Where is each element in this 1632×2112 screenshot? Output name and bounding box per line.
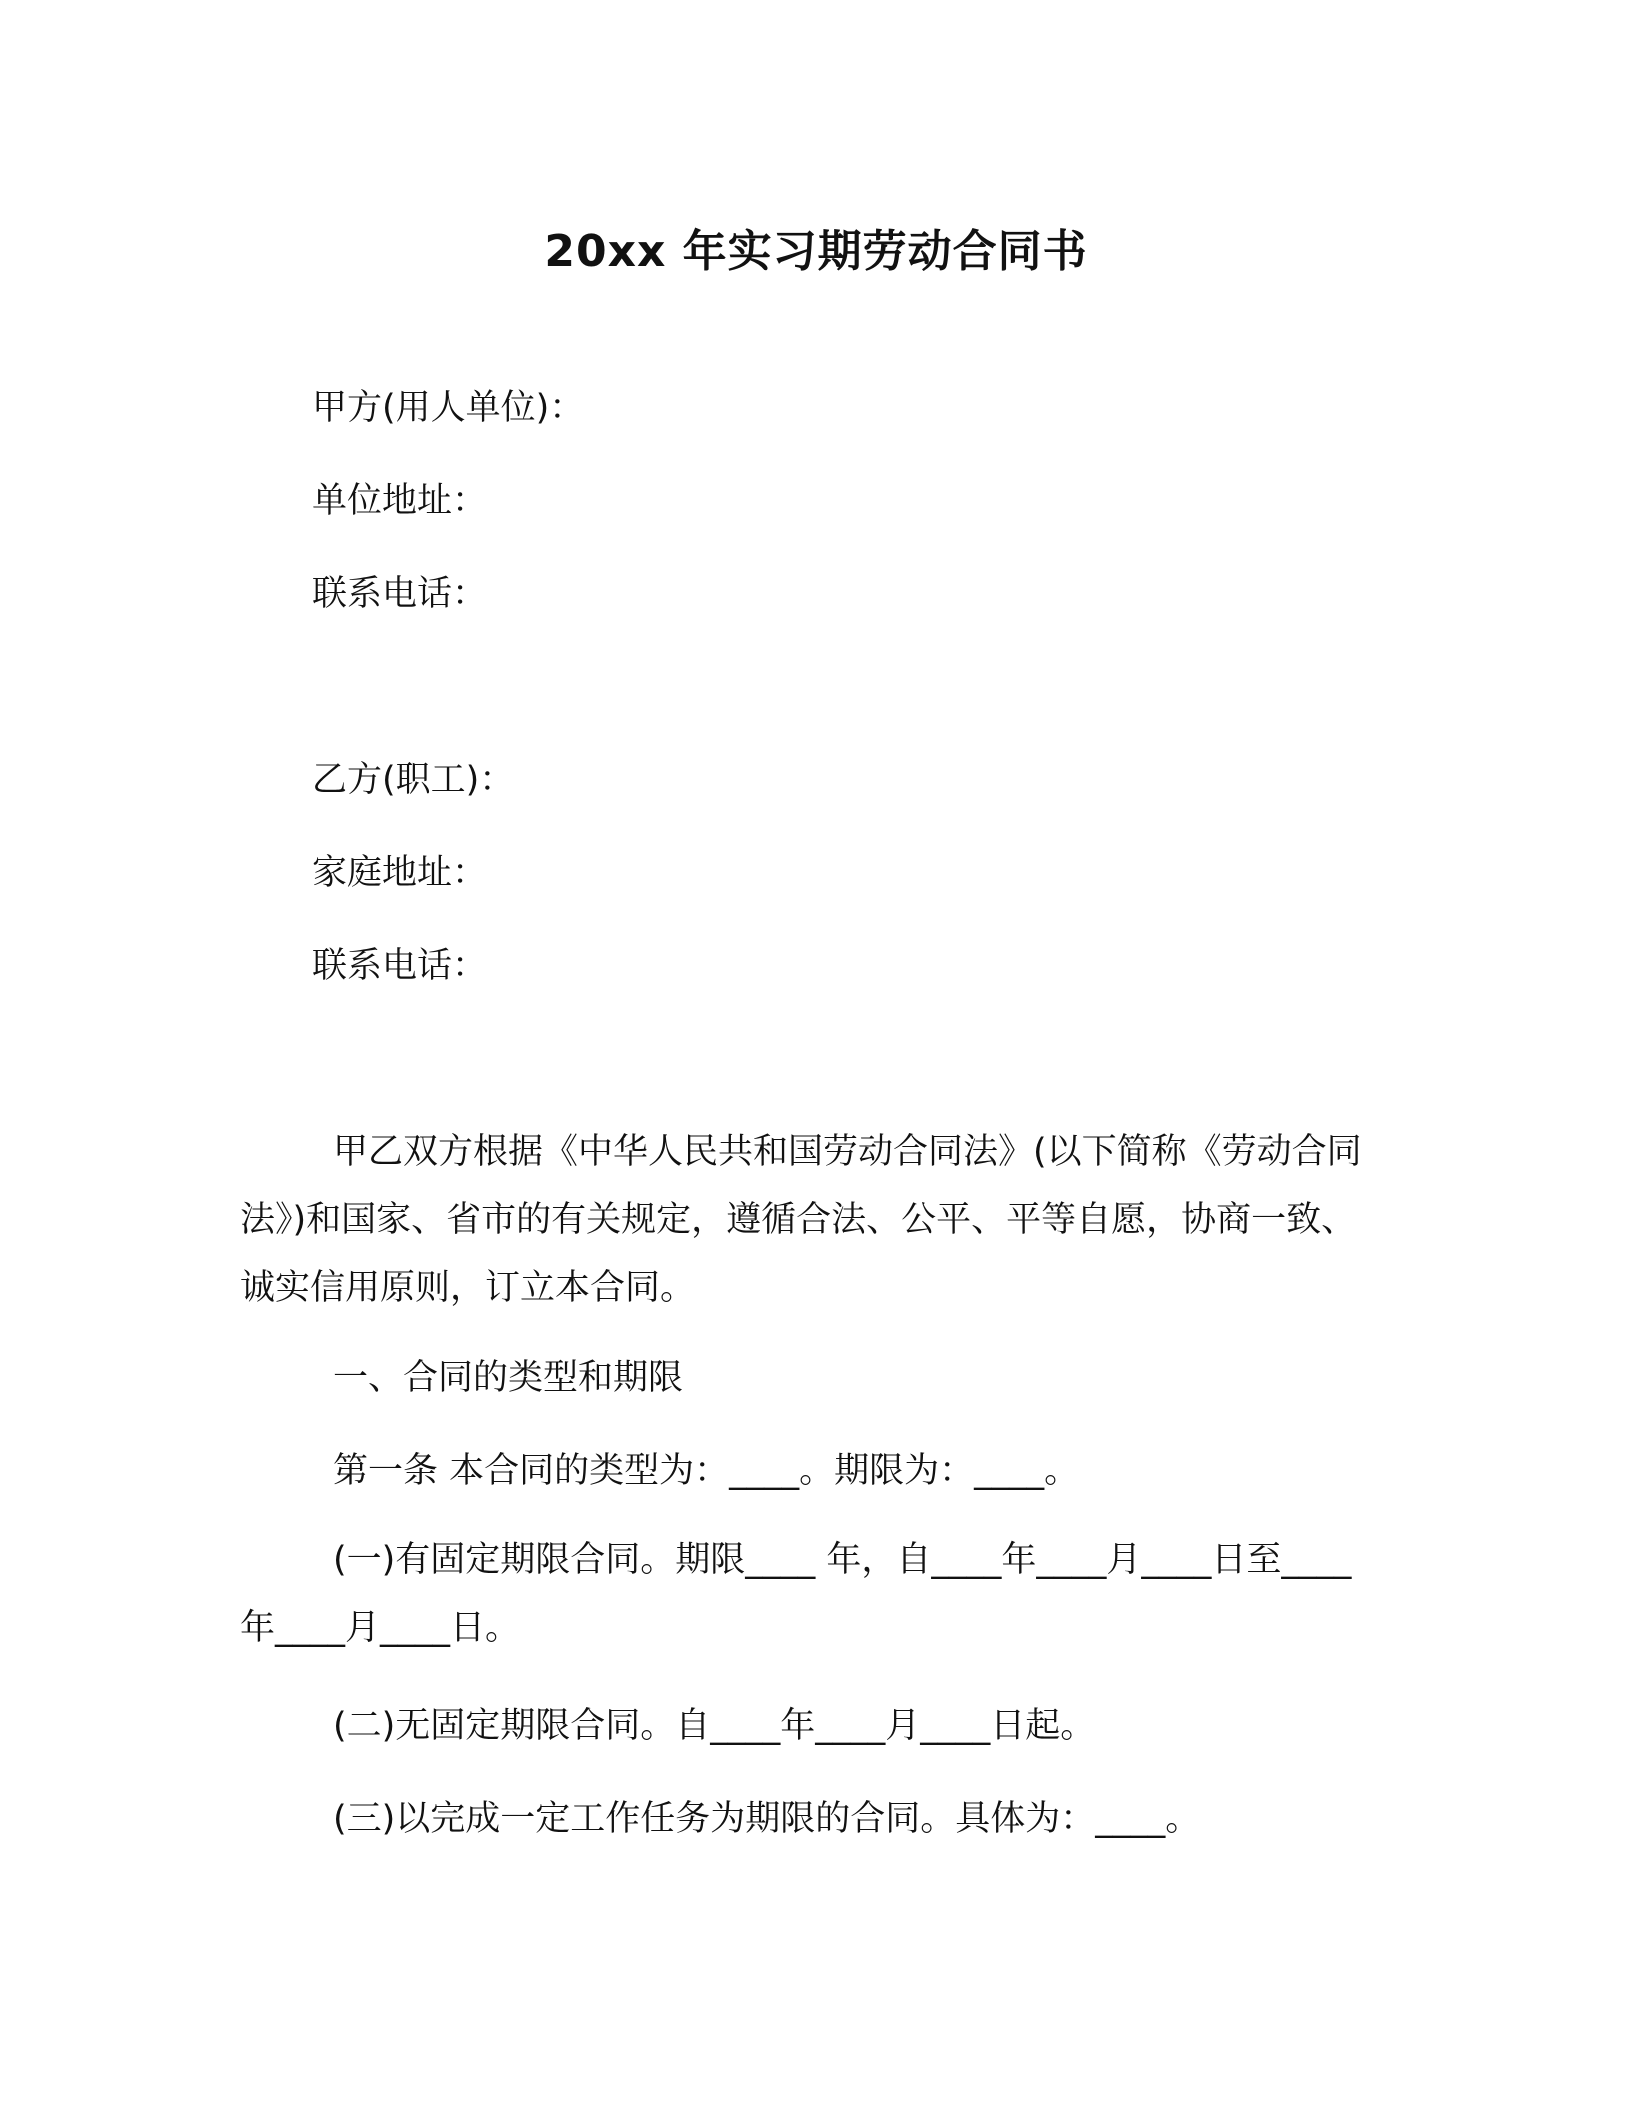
article-1: 第一条 本合同的类型为：____。期限为：____。 [333, 1451, 1080, 1491]
party-b-name-label: 乙方(职工)： [312, 760, 515, 800]
item-1-paragraph: (一)有固定期限合同。期限____ 年，自____年____月____日至____年____月____日。 [240, 1540, 1352, 1648]
party-b-phone-label: 联系电话： [312, 946, 488, 986]
party-a-name-label: 甲方(用人单位)： [312, 388, 585, 428]
item-1-block [240, 1526, 1370, 1662]
item-3: (三)以完成一定工作任务为期限的合同。具体为：____。 [333, 1799, 1201, 1839]
section-1-heading: 一、合同的类型和期限 [333, 1358, 684, 1398]
preamble-paragraph: 甲乙双方根据《中华人民共和国劳动合同法》(以下简称《劳动合同法》)和国家、省市的有关规定，遵循合法、公平、平等自愿，协商一致、诚实信用原则，订立本合同。 [240, 1132, 1362, 1308]
party-a-address-label: 单位地址： [312, 481, 488, 521]
document-title: 20xx 年实习期劳动合同书 [544, 226, 1088, 277]
party-a-phone-label: 联系电话： [312, 574, 488, 614]
item-2: (二)无固定期限合同。自____年____月____日起。 [333, 1706, 1096, 1746]
preamble-block [240, 1118, 1370, 1322]
party-b-address-label: 家庭地址： [312, 853, 488, 893]
